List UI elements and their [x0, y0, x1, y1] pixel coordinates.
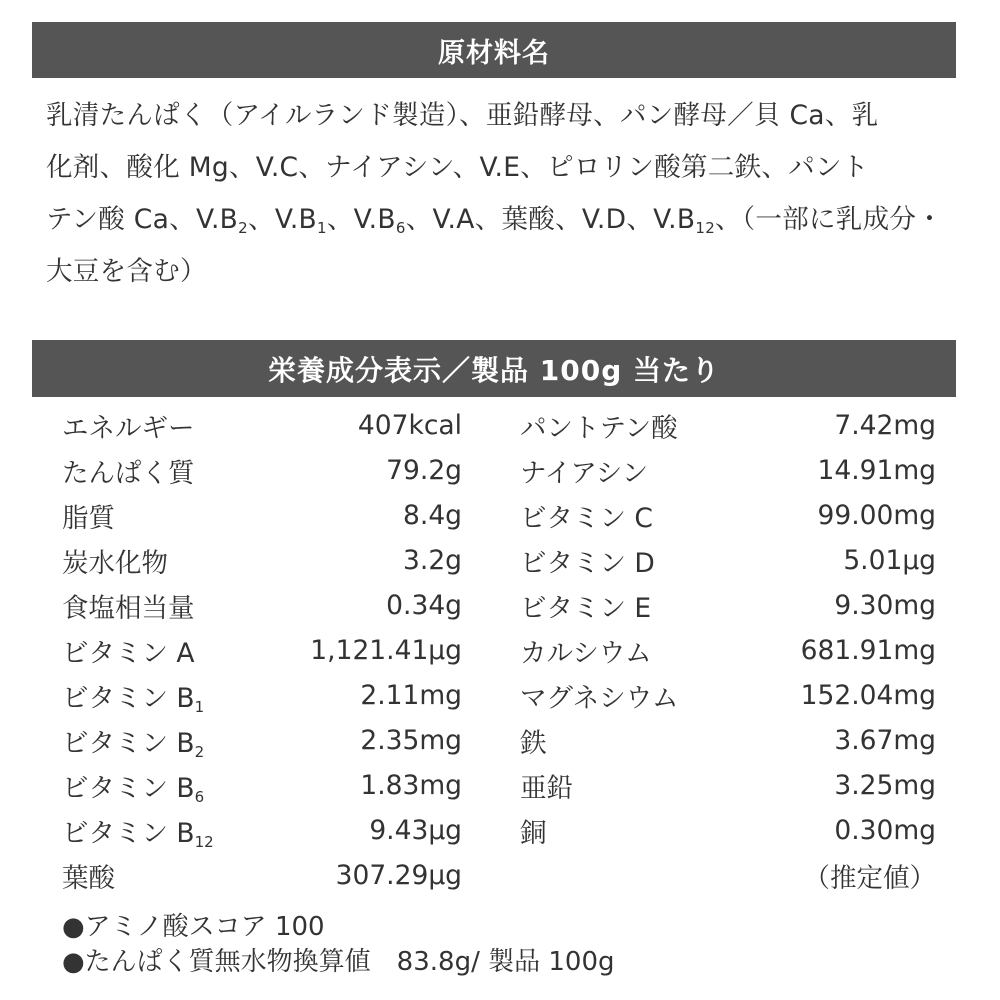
nutrient-value: 3.2g	[403, 545, 462, 576]
notes	[62, 910, 962, 980]
estimate-note: （推定値）	[803, 863, 936, 894]
nutrient-name: ビタミン $B_6$	[62, 773, 205, 806]
ingredients-line-1: 乳清たんぱく（アイルランド製造）、亜鉛酵母、パン酵母／貝 Ca、乳	[46, 100, 879, 131]
nutrient-name: 葉酸	[62, 863, 115, 894]
nutrition-row	[520, 448, 936, 493]
nutrient-name: ビタミン $B_1$	[62, 683, 205, 716]
nutrient-name: ナイアシン	[520, 458, 649, 489]
nutrient-value: 8.4g	[403, 500, 462, 531]
ingredients-header	[32, 22, 956, 78]
ingredients-line-3	[46, 194, 956, 246]
nutrition-row	[520, 583, 936, 628]
nutrient-name: たんぱく質	[62, 458, 195, 489]
nutrition-row	[520, 763, 936, 808]
nutrient-name: ビタミン D	[520, 548, 655, 579]
nutrient-value: 0.34g	[386, 590, 462, 621]
nutrient-value: 407kcal	[357, 410, 462, 441]
nutrient-value: 1,121.41μg	[310, 635, 462, 666]
nutrition-row	[520, 403, 936, 448]
line3-mid: 、V.B	[248, 204, 318, 235]
nutrient-value: 2.11mg	[360, 680, 462, 711]
nutrient-value: 681.91mg	[800, 635, 936, 666]
subscript: 6	[395, 219, 406, 237]
nutrient-name: カルシウム	[520, 638, 652, 669]
nutrition-row	[520, 673, 936, 718]
nutrient-value: 1.83mg	[360, 770, 462, 801]
nutrient-name: ビタミン E	[520, 593, 652, 624]
ingredients-line-2: 化剤、酸化 Mg、V.C、ナイアシン、V.E、ピロリン酸第二鉄、パント	[46, 152, 869, 183]
nutrition-row	[62, 853, 462, 898]
nutrient-name: ビタミン $B_{12}$	[62, 818, 214, 851]
line3-pre: テン酸 Ca、V.B	[46, 204, 239, 235]
nutrition-title: 栄養成分表示／製品 100g 当たり	[268, 353, 720, 387]
nutrient-name: パントテン酸	[520, 413, 678, 444]
line3-post: 、（一部に乳成分・	[715, 204, 943, 235]
nutrient-name: ビタミン C	[520, 503, 653, 534]
protein-anhydrous-note: ●たんぱく質無水物換算値 83.8g/ 製品 100g	[62, 947, 615, 977]
nutrition-row	[62, 493, 462, 538]
nutrition-row	[62, 808, 462, 853]
nutrient-value: 7.42mg	[834, 410, 936, 441]
nutrient-name: ビタミン $B_2$	[62, 728, 205, 761]
nutrient-value: 9.43μg	[369, 815, 462, 846]
nutrition-row	[62, 403, 462, 448]
ingredients-text	[46, 90, 956, 298]
nutrient-value: 5.01μg	[843, 545, 936, 576]
nutrition-row	[62, 718, 462, 763]
nutrition-column-left	[62, 403, 462, 898]
nutrient-name: 鉄	[520, 728, 547, 759]
nutrient-name: 銅	[520, 818, 547, 849]
line3-mid: 、V.B	[326, 204, 396, 235]
nutrition-row	[62, 538, 462, 583]
nutrient-value: 79.2g	[386, 455, 462, 486]
ingredients-line-4: 大豆を含む）	[46, 256, 207, 287]
nutrient-value: 3.67mg	[834, 725, 936, 756]
ingredients-title: 原材料名	[438, 37, 550, 69]
subscript: 1	[317, 219, 327, 237]
nutrient-name: 亜鉛	[520, 773, 573, 804]
nutrition-row	[520, 853, 936, 898]
amino-acid-score-note: ●アミノ酸スコア 100	[62, 912, 325, 942]
nutrition-row	[62, 673, 462, 718]
nutrition-row	[62, 628, 462, 673]
nutrition-row	[62, 448, 462, 493]
subscript: 2	[238, 219, 249, 237]
nutrient-name: マグネシウム	[520, 683, 679, 714]
nutrient-value: 9.30mg	[834, 590, 936, 621]
nutrient-value: 2.35mg	[360, 725, 462, 756]
nutrient-value: 99.00mg	[817, 500, 936, 531]
nutrient-value: 307.29μg	[335, 860, 462, 891]
nutrition-row	[520, 718, 936, 763]
nutrient-value: 0.30mg	[834, 815, 936, 846]
nutrient-name: 食塩相当量	[62, 593, 195, 624]
nutrient-value: 152.04mg	[800, 680, 936, 711]
nutrient-value: 3.25mg	[834, 770, 936, 801]
nutrition-row	[62, 583, 462, 628]
nutrient-name: 脂質	[62, 503, 115, 534]
nutrition-row	[520, 538, 936, 583]
nutrient-name: ビタミン A	[62, 638, 195, 669]
nutrient-name: 炭水化物	[62, 548, 168, 579]
nutrition-column-right	[520, 403, 936, 898]
nutrition-row	[520, 808, 936, 853]
nutrition-header	[32, 340, 956, 397]
nutrient-value: 14.91mg	[817, 455, 936, 486]
subscript: 12	[695, 219, 716, 237]
nutrition-row	[520, 628, 936, 673]
nutrient-name: エネルギー	[62, 413, 195, 444]
nutrition-row	[62, 763, 462, 808]
nutrition-row	[520, 493, 936, 538]
line3-mid: 、V.A、葉酸、V.D、V.B	[405, 204, 696, 235]
